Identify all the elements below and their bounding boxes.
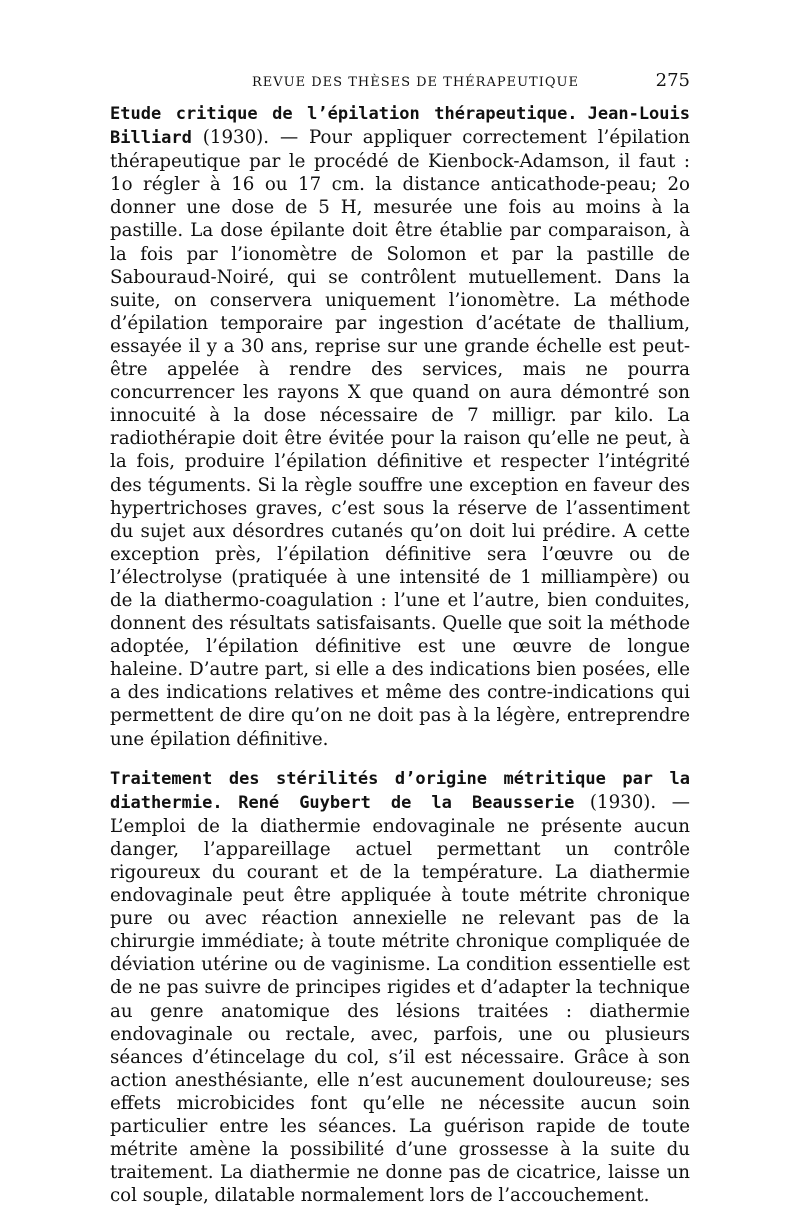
article-title: Traitement des stérilités d’origine métritique par la diathermie. bbox=[110, 768, 690, 813]
running-head bbox=[252, 70, 690, 102]
page-number: 275 bbox=[655, 70, 690, 91]
article-body: — L’emploi de la diathermie endovaginale ne présente aucun danger, l’appareillage actuel permettant un contrôle rigoureux du courant et de la température. La diathermie endovaginale peut être appliquée à toute métrite chronique pure ou avec réaction annexielle ne relevant pas de la chirurgie immédiate; à toute métrite chronique compliquée de déviation utérine ou de vaginisme. La condition essentielle est de ne pas suivre de principes rigides et d’adapter la technique au genre anatomique des lésions traitées : diathermie endovaginale ou rectale, avec, parfois, une ou plusieurs séances d’étincelage du col, s’il est nécessaire. Grâce à son action anesthésiante, elle n’est aucunement douloureuse; ses effets microbicides font qu’elle ne nécessite aucun soin particulier entre les séances. La guérison rapide de toute métrite amène la possibilité d’une grossesse à la suite du traitement. La diathermie ne donne pas de cicatrice, laisse un col souple, dilatable normalement lors de l’accouchement. bbox=[110, 791, 690, 1207]
article-year: (1930). bbox=[589, 791, 657, 813]
article-body: — Pour appliquer correctement l’épilation thérapeutique par le procédé de Kienbock-Adamson, il faut : 1o régler à 16 ou 17 cm. la distance anticathode-peau; 2o donner une dose de 5 H, mesurée une fois au moins à la pastille. La dose épilante doit être établie par comparaison, à la fois par l’ionomètre de Solomon et par la pastille de Sabouraud-Noiré, qui se contrôlent mutuellement. Dans la suite, on conservera uniquement l’ionomètre. La méthode d’épilation temporaire par ingestion d’acétate de thallium, essayée il y a 30 ans, reprise sur une grande échelle est peut-être appelée à rendre des services, mais ne pourra concurrencer les rayons X que quand on aura démontré son innocuité à la dose nécessaire de 7 milligr. par kilo. La radiothérapie doit être évitée pour la raison qu’elle ne peut, à la fois, produire l’épilation définitive et respecter l’intégrité des téguments. Si la règle souffre une exception en faveur des hypertrichoses graves, c’est sous la réserve de l’assentiment du sujet aux désordres cutanés qu’on doit lui prédire. A cette exception près, l’épilation définitive sera l’œuvre ou de l’électrolyse (pratiquée à une intensité de 1 milliampère) ou de la diathermo-coagulation : l’une et l’autre, bien conduites, donnent des résultats satisfaisants. Quelle que soit la méthode adoptée, l’épilation définitive est une œuvre de longue haleine. D’autre part, si elle a des indications bien posées, elle a des indications relatives et même des contre-indications qui permettent de dire qu’on ne doit pas à la légère, entreprendre une épilation définitive. bbox=[110, 127, 690, 750]
article-year: (1930). bbox=[202, 127, 270, 149]
article-title: Etude critique de l’épilation thérapeutique. bbox=[110, 104, 578, 124]
article-diathermie bbox=[110, 767, 690, 1208]
page bbox=[110, 70, 690, 1207]
article-author: René Guybert de la Beausserie bbox=[238, 792, 575, 813]
article-author: Jean-Louis Billiard bbox=[110, 104, 690, 149]
running-title: REVUE DES THÈSES DE THÉRAPEUTIQUE bbox=[252, 75, 579, 90]
article-epilation bbox=[110, 102, 690, 751]
